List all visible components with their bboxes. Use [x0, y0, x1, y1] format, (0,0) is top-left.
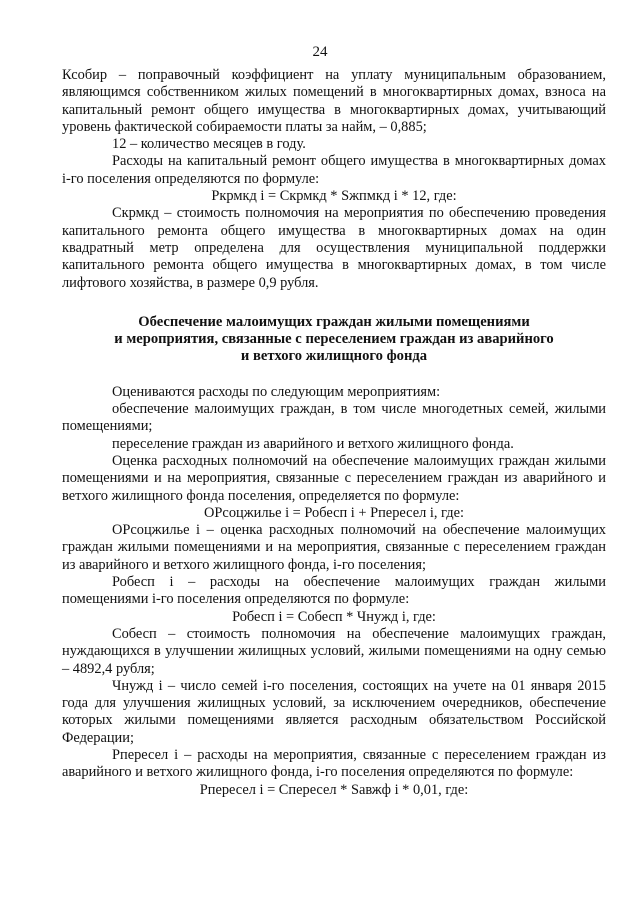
document-body [62, 67, 606, 799]
paragraph: Робесп i – расходы на обеспечение малоимущих граждан жилыми помещениями i-го поселения определяются по формуле: [62, 574, 606, 608]
section-heading-line-1: Обеспечение малоимущих граждан жилыми помещениями [138, 313, 530, 330]
section-housing-text [62, 384, 606, 799]
paragraph: переселение граждан из аварийного и ветхого жилищного фонда. [112, 435, 514, 452]
page-number: 24 [312, 44, 328, 60]
formula: Ркрмкд i = Скрмкд * Sжпмкд i * 12, где: [211, 188, 457, 205]
section-heading [62, 314, 606, 366]
formula: Робесп i = Собесп * Чнужд i, где: [232, 608, 436, 625]
formula: Рпересел i = Спересел * Sавжф i * 0,01, где: [199, 781, 469, 798]
paragraph: ОРсоцжилье i – оценка расходных полномочий на обеспечение малоимущих граждан жилыми помещениями и на мероприятия, связанные с переселением граждан из аварийного и ветхого жилищного фонда, i-го поселения; [62, 522, 606, 573]
section-capital-repair-text [62, 67, 606, 292]
paragraph: Чнужд i – число семей i-го поселения, состоящих на учете на 01 января 2015 года для улучшения жилищных условий, за исключением очередников, обеспечение которых жилыми помещениями является расходным обязательством Российской Федерации; [62, 677, 606, 746]
paragraph: Оцениваются расходы по следующим мероприятиям: [112, 383, 441, 400]
paragraph: обеспечение малоимущих граждан, в том числе многодетных семей, жилыми помещениями; [62, 401, 606, 435]
spacer [62, 366, 606, 384]
section-heading-line-2: и мероприятия, связанные с переселением граждан из аварийного [114, 331, 554, 348]
paragraph: Расходы на капитальный ремонт общего имущества в многоквартирных домах i-го поселения определяются по формуле: [62, 153, 606, 187]
spacer [62, 292, 606, 314]
formula: ОРсоцжилье i = Робесп i + Рпересел i, где: [204, 504, 464, 521]
paragraph: Ксобир – поправочный коэффициент на уплату муниципальным образованием, являющимся собственником жилых помещений в многоквартирных домах, взноса на капитальный ремонт общего имущества в многоквартирных домах, учитывающий уровень фактической собираемости платы за найм, – 0,885; [62, 67, 606, 135]
paragraph: Собесп – стоимость полномочия на обеспечение малоимущих граждан, нуждающихся в улучшении жилищных условий, жилыми помещениями на одну семью – 4892,4 рубля; [62, 625, 606, 677]
paragraph: Скрмкд – стоимость полномочия на мероприятия по обеспечению проведения капитального ремонта общего имущества в многоквартирных домах на один квадратный метр определена для осуществления муниципальной поддержки капитального ремонта общего имущества в многоквартирных домах, в том числе лифтового хозяйства, в размере 0,9 рубля. [62, 205, 606, 291]
paragraph: 12 – количество месяцев в году. [112, 136, 306, 153]
section-heading-line-3: и ветхого жилищного фонда [240, 348, 428, 365]
paragraph: Рпересел i – расходы на мероприятия, связанные с переселением граждан из аварийного и ветхого жилищного фонда, i-го поселения определяются по формуле: [62, 746, 606, 781]
paragraph: Оценка расходных полномочий на обеспечение малоимущих граждан жилыми помещениями и на мероприятия, связанные с переселением граждан из аварийного и ветхого жилищного фонда поселения, определяется по формуле: [62, 452, 606, 504]
